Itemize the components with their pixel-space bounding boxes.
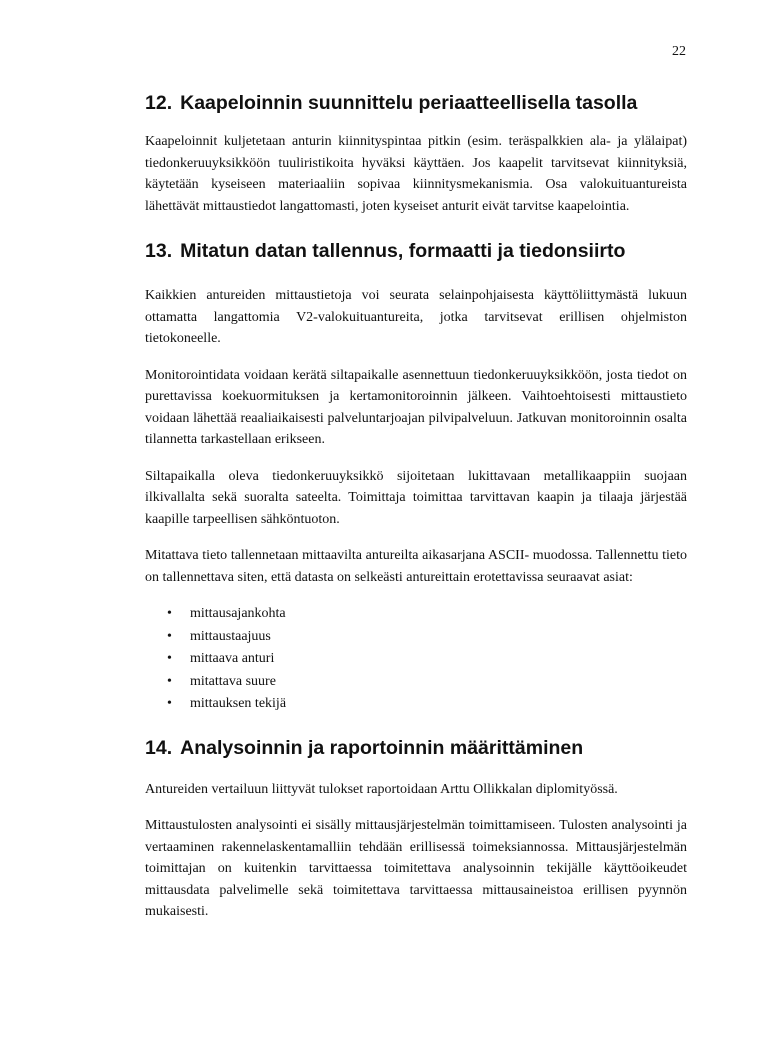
paragraph: Siltapaikalla oleva tiedonkeruuyksikkö sijoitetaan lukittavaan metallikaappiin suojaan ilkivallalta sekä suoralta sateelta. Toimittaja toimittaa tarvittavan kaapin ja tilaaja järjestää kaapille tarpeellisen sähköntuoton. (145, 468, 687, 527)
list-item (145, 648, 687, 671)
bullet-list (145, 603, 687, 716)
section-12 (145, 90, 687, 217)
page-content (145, 90, 687, 938)
section-number: 14. (145, 736, 173, 759)
paragraph: Kaapeloinnit kuljetetaan anturin kiinnityspintaa pitkin (esim. teräspalkkien ala- ja ylälaipat) tiedonkeruuyksikköön tuuliristikoita hyväksi käyttäen. Jos kaapelit tarvitsevat kiinnityksiä, käytetään kyseiseen materiaaliin sopivaa kiinnitysmekanismia. Osa valokuituantureista lähettävät mittaustiedot langattomasti, joten kyseiset anturit eivät tarvitse kaapelointia. (145, 134, 687, 214)
section-13 (145, 238, 687, 716)
section-heading (145, 735, 687, 761)
bullet-icon: • (167, 696, 172, 711)
list-item-text: mittaustaajuus (190, 628, 271, 644)
section-number: 12. (145, 92, 173, 114)
paragraph: Kaikkien antureiden mittaustietoja voi seurata selainpohjaisesta käyttöliittymästä lukuun ottamatta langattomia V2-valokuituantureita, jotka tarvitsevat erillisen ohjelmiston tietokoneelle. (145, 288, 687, 346)
list-item-text: mitattava suure (190, 673, 276, 689)
section-title: Mitatun datan tallennus, formaatti ja tiedonsiirto (180, 240, 626, 262)
section-title: Analysoinnin ja raportoinnin määrittäminen (180, 736, 584, 759)
bullet-icon: • (167, 628, 172, 644)
page-number: 22 (672, 44, 686, 59)
list-item-text: mittaava anturi (190, 651, 275, 666)
section-heading (145, 90, 687, 116)
paragraph: Antureiden vertailuun liittyvät tulokset raportoidaan Arttu Ollikkalan diplomityössä. (145, 781, 618, 797)
list-item-text: mittauksen tekijä (190, 696, 287, 711)
paragraph: Mittaustulosten analysointi ei sisälly mittausjärjestelmän toimittamiseen. Tulosten analysointi ja vertaaminen rakennelaskentamalliin tehdään erillisessä toimeksiannossa. Mittausjärjestelmän toimittajan on kuitenkin tarvittaessa toimitettava analysoinnin tekijälle käyttöoikeudet mittausdata palvelimelle sekä toimitettava tarvittaessa mittausaineistoa erillisen pyynnön mukaisesti. (145, 818, 687, 919)
list-item-text: mittausajankohta (190, 606, 286, 621)
section-14 (145, 735, 687, 923)
bullet-icon: • (167, 651, 172, 666)
paragraph: Monitorointidata voidaan kerätä siltapaikalle asennettuun tiedonkeruuyksikköön, josta tiedot on purettavissa koekuormituksen ja kertamonitoroinnin jälkeen. Vaihtoehtoisesti mittaustieto voidaan lähettää reaaliaikaisesti palveluntarjoajan pilvipalveluun. Jatkuvan monitoroinnin osalta tilannetta tarkastellaan erikseen. (145, 367, 687, 447)
list-item (145, 603, 687, 626)
section-heading (145, 238, 687, 264)
list-item (145, 626, 687, 649)
section-number: 13. (145, 240, 173, 262)
bullet-icon: • (167, 606, 172, 621)
paragraph: Mitattava tieto tallennetaan mittaavilta antureilta aikasarjana ASCII- muodossa. Tallennettu tieto on tallennettava siten, että datasta on selkeästi antureittain erotettavissa seuraavat asiat: (145, 548, 687, 585)
list-item (145, 671, 687, 694)
list-item (145, 693, 687, 716)
section-title: Kaapeloinnin suunnittelu periaatteellisella tasolla (180, 92, 638, 114)
bullet-icon: • (167, 673, 172, 689)
